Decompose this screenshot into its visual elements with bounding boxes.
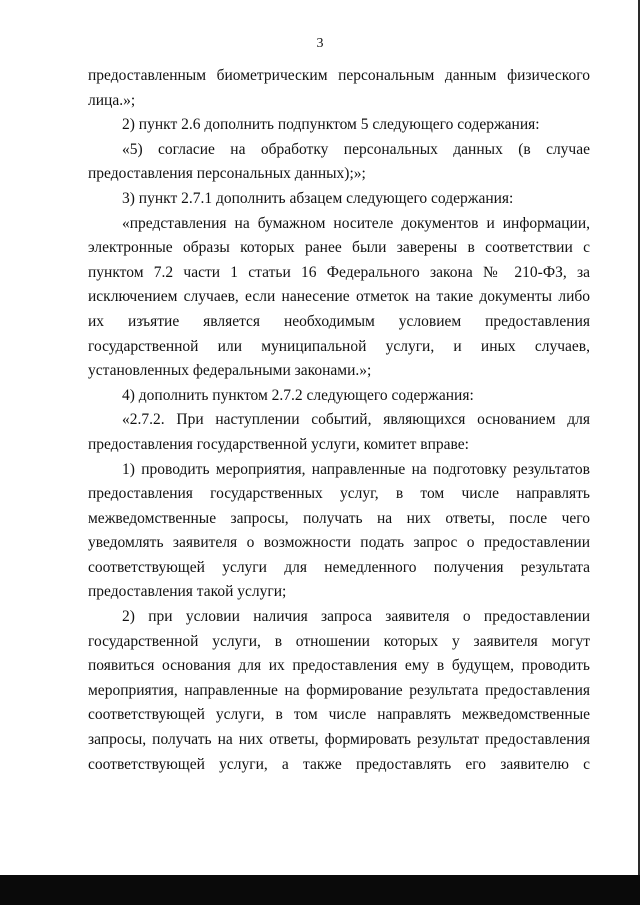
paragraph-item-2: 2) пункт 2.6 дополнить подпунктом 5 следующего содержания: [122,116,540,134]
scan-bottom-border [0,875,640,905]
page-number: 3 [316,36,324,51]
paragraph-subitem-2: 2) при условии наличия запроса заявителя о предоставлении государственной услуги, в отношении которых у заявителя могут появиться основания для их предоставления ему в будущем, проводить мероприятия, направленные на формирование результата предоставления соответствующей услуги, в том числе направлять межведомственные запросы, получать на них ответы, формировать результат предоставления соответствующей услуги, а также предоставлять его заявителю с [88,608,590,773]
paragraph-quote-5: «5) согласие на обработку персональных данных (в случае предоставления персональных данных);»; [88,140,590,183]
paragraph-continuation: предоставленным биометрическим персональным данным физического лица.»; [88,67,590,109]
paragraph-item-4: 4) дополнить пунктом 2.7.2 следующего содержания: [122,386,474,404]
document-body [88,64,590,777]
paragraph-2-7-2: «2.7.2. При наступлении событий, являющихся основанием для предоставления государственной услуги, комитет вправе: [88,411,590,453]
paragraph-quote-representation: «представления на бумажном носителе документов и информации, электронные образы которых ранее были заверены в соответствии с пунктом 7.2 части 1 статьи 16 Федерального закона № 210-ФЗ, за исключением случаев, если нанесение отметок на такие документы либо их изъятие является необходимым условием предоставления государственной или муниципальной услуги, и иных случаев, установленных федеральными законами.»; [88,214,590,380]
paragraph-item-3: 3) пункт 2.7.1 дополнить абзацем следующего содержания: [122,189,514,207]
paragraph-subitem-1: 1) проводить мероприятия, направленные на подготовку результатов предоставления государственных услуг, в том числе направлять межведомственные запросы, получать на них ответы, после чего уведомлять заявителя о возможности подать запрос о предоставлении соответствующей услуги для немедленного получения результата предоставления такой услуги; [88,460,590,601]
